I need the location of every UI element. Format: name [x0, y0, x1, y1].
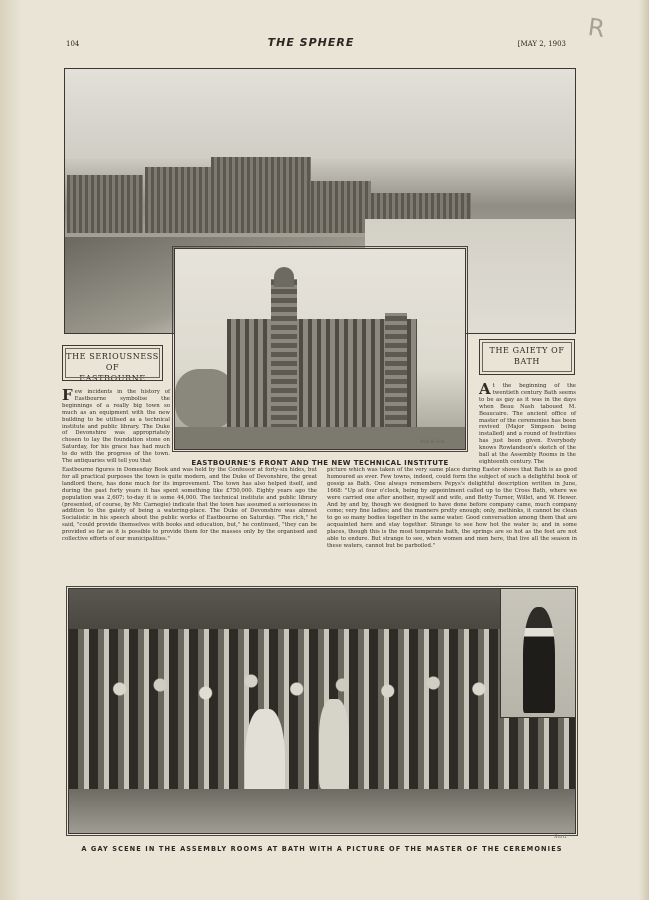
page-edge-left: [0, 0, 22, 900]
institute-caption: EASTBOURNE'S FRONT AND THE NEW TECHNICAL INSTITUTE: [191, 459, 449, 467]
institute-photo: [174, 248, 466, 450]
pencil-mark: R: [586, 12, 607, 44]
building: [211, 157, 311, 233]
section-box-eastbourne: [62, 345, 163, 381]
master-of-ceremonies-portrait: [500, 588, 576, 718]
institute-dome: [274, 267, 294, 287]
eastbourne-intro-body: ew incidents in the history of Eastbourne symbolise the beginnings of a really big town so much as an equipment with the new building to be utilised as a technical institute and public library. The Duke of Devonshire was appropriately chosen to lay the foundation stone on Saturday, for his grace has had much to do with the progress of the town. The antiquaries will tell you that: [62, 389, 170, 465]
eastbourne-intro-text: [62, 386, 170, 465]
dropcap: A: [479, 380, 491, 398]
page-number: 104: [66, 40, 80, 48]
section-title-line2: BATH: [514, 357, 540, 366]
issue-date: [MAY 2, 1903: [517, 40, 566, 48]
building: [145, 167, 211, 233]
building: [67, 175, 143, 233]
masthead: THE SPHERE: [267, 36, 355, 49]
box-inner-rule: [482, 342, 572, 372]
ground: [175, 427, 465, 450]
eastbourne-body-text: Eastbourne figures in Domesday Book and was held by the Confessor at forty-six hides, but for all practical purposes the town is quite modern, and the Duke of Devonshire, the great landlord there, has done much for its improvement. The town has also helped itself, and during the past forty years it has spent something like £750,000. Eighty years ago the population was 2,607; to-day it is some 44,000. The technical institute and public library (presented, of course, by Mr. Carnegie) indicate that the town has assumed a seriousness in addition to the gaiety of being a watering-place. The Duke of Devonshire was almost Socialistic in his speech about the public works of Eastbourne on Saturday. "The rich," he said, "could provide themselves with books and education, but," he continued, "they can be provided so far as it is possible to provide them for the masses only by the organised and collective efforts of our municipalities.": [62, 467, 317, 543]
page-edge-right: [639, 0, 649, 900]
assembly-caption: A GAY SCENE IN THE ASSEMBLY ROOMS AT BATH WITH A PICTURE OF THE MASTER OF THE CEREMONIES: [81, 845, 563, 853]
dropcap: F: [62, 386, 73, 404]
trees: [175, 369, 235, 429]
box-inner-rule: [65, 348, 160, 378]
section-title-line1: THE SERIOUSNESS OF: [66, 352, 159, 372]
institute-tower: [271, 279, 297, 429]
assembly-credit: Stott: [554, 834, 567, 840]
section-box-bath: [479, 339, 575, 375]
section-title-line1: THE GAIETY OF: [489, 346, 565, 355]
ballroom-floor: [69, 789, 575, 834]
white-dress-figure: [319, 699, 349, 789]
section-title-line2: EASTBOURNE: [79, 374, 146, 383]
page-header: [66, 36, 566, 52]
bath-intro-body: t the beginning of the twentieth century Bath seems to be as gay as it was in the days when Beau Nash taboued M. Beaucaire. The ancient office of master of the ceremonies has been revived (Major Simpson being installed) and a round of festivities has just been given. Everybody knows Rowlandson's sketch of the ball at the Assembly Rooms in the eighteenth century. The: [479, 383, 576, 465]
institute-tower-right: [385, 313, 407, 429]
standing-figure: [523, 607, 555, 713]
bath-intro-text: [479, 380, 576, 466]
seafront-buildings: [65, 113, 575, 233]
institute-credit: Bull & Son: [420, 440, 445, 445]
building: [311, 181, 371, 233]
bath-body-text: picture which was taken of the very same place during Easter shows that Bath is as good humoured as ever. Few towns, indeed, could form the subject of such a delightful book of gossip as Bath. One always remembers Pepys's delightful description written in June, 1668: "Up at four o'clock, being by appointment called up to the Cross Bath, where we were carried one after another, myself and wife, and Betty Turner, Willet, and W. Hewer. And by and by, though we designed to have done before company came, much company come; very fine ladies; and the manners pretty enough; only, methinks, it cannot be clean to go so many bodies together in the same water. Good conversation among them that are acquainted here and stay together. Strange to see how hot the water is; and in some places, though this is the most temperate bath, the springs are so hot as the feet are not able to endure. But strange to see, when women and men here, that live all the season in these waters, cannot but be parboiled.": [327, 467, 577, 549]
